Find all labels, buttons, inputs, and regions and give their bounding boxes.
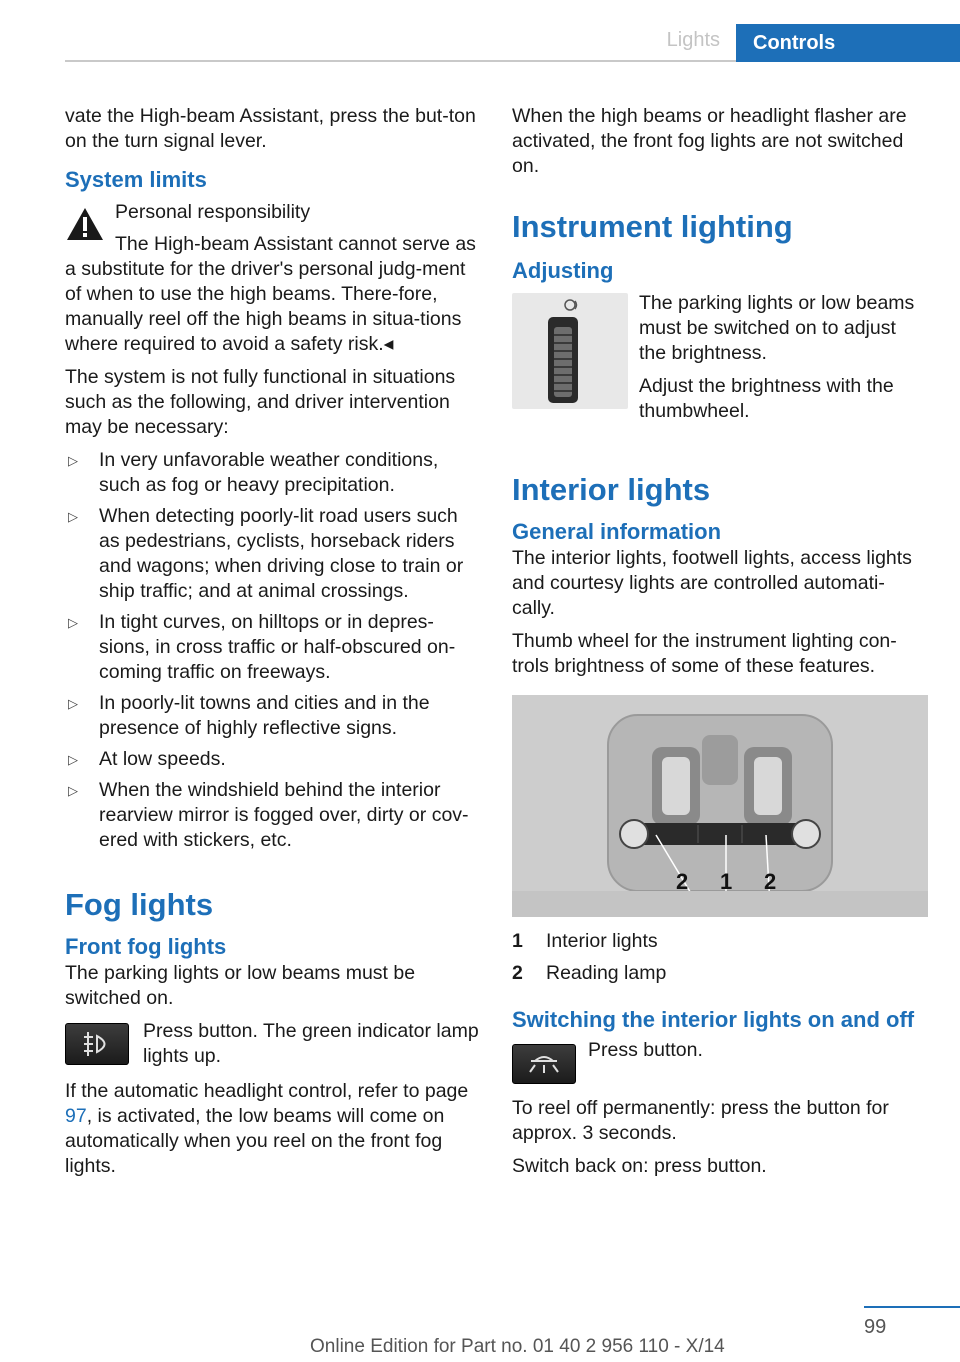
fog-light-icon xyxy=(66,1024,128,1064)
fog-light-button-image xyxy=(65,1023,129,1065)
heading-interior-lights: Interior lights xyxy=(512,472,711,507)
bullet-marker-icon: ▷ xyxy=(68,752,78,767)
interior-lights-image xyxy=(512,695,928,917)
limits-list xyxy=(65,448,479,853)
fog-button-text: Press button. The green indicator lamp lights up. xyxy=(143,1020,479,1067)
list-item: ▷ In very unfavorable weather conditions, such as fog or heavy precipitation. xyxy=(68,449,439,496)
footer-rule xyxy=(864,1306,960,1308)
legend-item: 2 Reading lamp xyxy=(512,962,667,984)
warning-block xyxy=(65,200,479,225)
thumbwheel-icon xyxy=(512,293,628,409)
paragraph-continued: vate the High-beam Assistant, press the but‐ton on the turn signal lever. xyxy=(65,105,476,152)
legend-item: 1 Interior lights xyxy=(512,930,658,952)
paragraph-auto-headlight: If the automatic headlight control, refer to page 97, is activated, the low beams will come on automatically when you reel on the front fog lights. xyxy=(65,1080,469,1177)
header-chapter-tab: Controls xyxy=(736,24,960,62)
bullet-marker-icon: ▷ xyxy=(68,696,78,711)
paragraph-switch-back: Switch back on: press button. xyxy=(512,1155,767,1177)
paragraph-reel-off: To reel off permanently: press the button for approx. 3 seconds. xyxy=(512,1097,889,1144)
bullet-marker-icon: ▷ xyxy=(68,509,78,524)
heading-instrument-lighting: Instrument lighting xyxy=(512,209,793,244)
bullet-marker-icon: ▷ xyxy=(68,453,78,468)
bullet-marker-icon: ▷ xyxy=(68,615,78,630)
heading-front-fog-lights: Front fog lights xyxy=(65,934,227,959)
right-column xyxy=(512,104,926,1187)
heading-system-limits: System limits xyxy=(65,167,207,192)
adjust-block xyxy=(512,291,926,432)
paragraph-interior-auto: The interior lights, footwell lights, access lights and courtesy lights are controlled automati‐cally. xyxy=(512,547,912,619)
page-link[interactable]: 97 xyxy=(65,1105,87,1127)
figure-label-2-left: 2 xyxy=(676,869,689,894)
list-item: ▷ In poorly-lit towns and cities and in the presence of highly reflective signs. xyxy=(68,692,430,739)
list-item: ▷ When the windshield behind the interior rearview mirror is fogged over, dirty or cov‐ered with stickers, etc. xyxy=(68,779,469,851)
paragraph-system-not-functional: The system is not fully functional in situations such as the following, and driver intervention may be necessary: xyxy=(65,366,456,438)
fog-button-row xyxy=(65,1019,479,1069)
page-number: 99 xyxy=(864,1316,887,1338)
bullet-marker-icon: ▷ xyxy=(68,783,78,798)
adjust-text: The parking lights or low beams must be switched on to adjust the brightness. Adjust the brightness with the thumbwheel. xyxy=(639,292,915,422)
header-section-label: Lights xyxy=(666,29,720,51)
heading-general-information: General information xyxy=(512,519,722,544)
figure-label-1: 1 xyxy=(720,869,733,894)
interior-button-text: Press button. xyxy=(588,1039,703,1061)
interior-light-icon xyxy=(513,1045,575,1083)
list-item: ▷ When detecting poorly-lit road users such as pedestrians, cyclists, horseback riders and wagons; when driving close to train or ship traffic; and at animal crossings. xyxy=(68,505,464,602)
edition-line: Online Edition for Part no. 01 40 2 956 110 - X/14 xyxy=(310,1336,725,1357)
figure-legend xyxy=(512,929,926,986)
warning-icon xyxy=(65,206,105,242)
list-item: ▷ In tight curves, on hilltops or in depres‐sions, in cross traffic or half-obscured on‐coming traffic on freeways. xyxy=(68,611,456,683)
warning-title: Personal responsibility xyxy=(115,201,311,223)
interior-light-button-image xyxy=(512,1044,576,1084)
list-item: ▷ At low speeds. xyxy=(68,748,226,770)
interior-button-row xyxy=(512,1038,926,1084)
heading-adjusting: Adjusting xyxy=(512,258,614,283)
figure-label-2-right: 2 xyxy=(764,869,777,894)
left-column xyxy=(65,104,479,1187)
paragraph-fog-prerequisite: The parking lights or low beams must be switched on. xyxy=(65,962,416,1009)
warning-text: The High-beam Assistant cannot serve as a substitute for the driver's personal judg‐ment of when to use the high beams. There‐fore, manually reel off the high beams in situa‐tions where required to avoid a safety risk.◂ xyxy=(65,233,476,355)
heading-fog-lights: Fog lights xyxy=(65,887,214,922)
heading-switching-interior: Switching the interior lights on and off xyxy=(512,1007,915,1032)
thumbwheel-image xyxy=(512,293,628,409)
paragraph-thumbwheel: Thumb wheel for the instrument lighting con‐trols brightness of some of these features. xyxy=(512,630,897,677)
paragraph-fog-not-on: When the high beams or headlight flasher are activated, the front fog lights are not switched on. xyxy=(512,105,907,177)
